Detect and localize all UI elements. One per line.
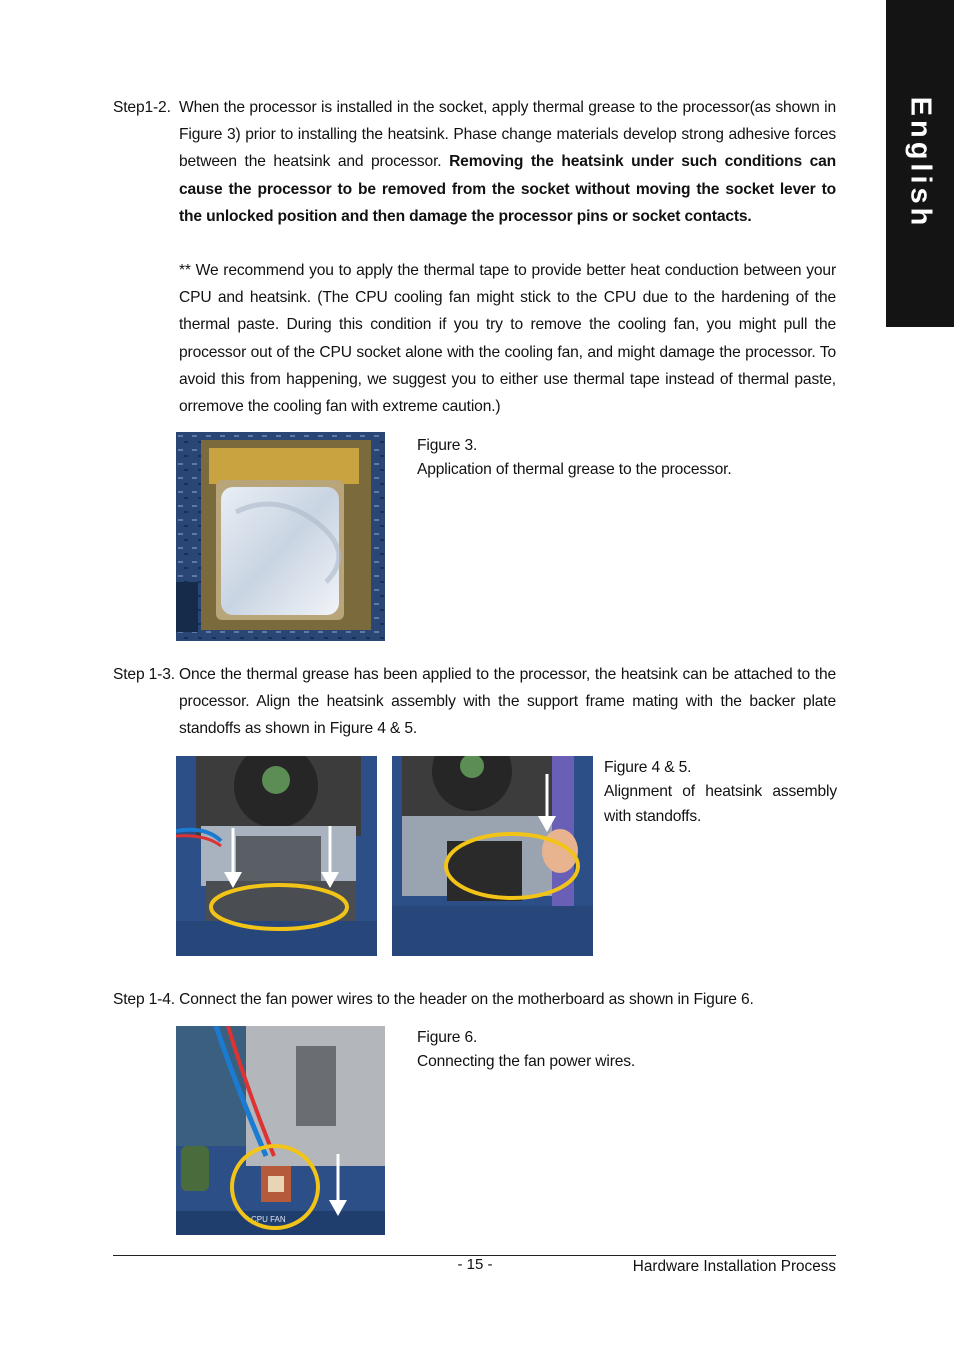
step-1-4-text: Connect the fan power wires to the header on the motherboard as shown in Figure 6. <box>179 991 754 1008</box>
figure-4-5-caption-text: Alignment of heatsink assembly with standoffs. <box>604 783 837 825</box>
figure-3-photo <box>176 432 385 641</box>
figure-6-photo <box>176 1026 385 1235</box>
step-1-4-line <box>113 986 836 1013</box>
figure-3-caption-title: Figure 3. <box>417 437 478 454</box>
step-1-4-label: Step 1-4. <box>113 991 175 1008</box>
step-1-2-label: Step1-2. <box>113 99 171 116</box>
step-1-2-body: When the processor is installed in the socket, apply thermal grease to the processor(as shown in Figure 3) prior to installing the heatsink. Phase change materials develop strong adhesive forces between the heatsink and processor. <box>179 99 836 171</box>
step-1-2-text <box>179 94 836 230</box>
figure-6-caption-text: Connecting the fan power wires. <box>417 1053 636 1071</box>
figure-6-caption <box>417 1026 837 1075</box>
figure-5-photo <box>392 756 593 956</box>
step-1-3-label: Step 1-3. <box>113 666 175 683</box>
step-1-2-note: ** We recommend you to apply the thermal tape to provide better heat conduction between your CPU and heatsink. (The CPU cooling fan might stick to the CPU due to the hardening of the thermal paste. During this condition if you try to remove the cooling fan, you might pull the processor out of the CPU socket alone with the cooling fan, and might damage the processor. To avoid this from happening, we suggest you to either use thermal tape instead of thermal paste, orremove the cooling fan with extreme caution.) <box>179 262 836 416</box>
figure-3-caption <box>417 434 837 483</box>
cpu-fan-silkscreen: CPU FAN <box>251 1215 286 1224</box>
step-1-2-warning: Removing the heatsink under such conditions can cause the processor to be removed from the socket without moving the socket lever to the unlocked position and then damage the processor pins or socket contacts. <box>179 153 836 225</box>
figure-6-caption-title: Figure 6. <box>417 1029 478 1046</box>
footer-section-title: Hardware Installation Process <box>632 1258 836 1275</box>
figure-3-caption-text: Application of thermal grease to the processor. <box>417 461 732 479</box>
figure-4-photo <box>176 756 377 956</box>
figure-4-5-caption <box>604 756 837 829</box>
side-tab-label: English <box>904 96 937 230</box>
figure-4-5-caption-title: Figure 4 & 5. <box>604 759 692 776</box>
side-language-tab <box>886 0 954 327</box>
step-1-3-text: Once the thermal grease has been applied to the processor, the heatsink can be attached to the processor. Align the heatsink assembly with the support frame mating with the backer plate standoffs as shown in Figure 4 & 5. <box>179 666 836 738</box>
page-number: - 15 - <box>457 1256 493 1273</box>
